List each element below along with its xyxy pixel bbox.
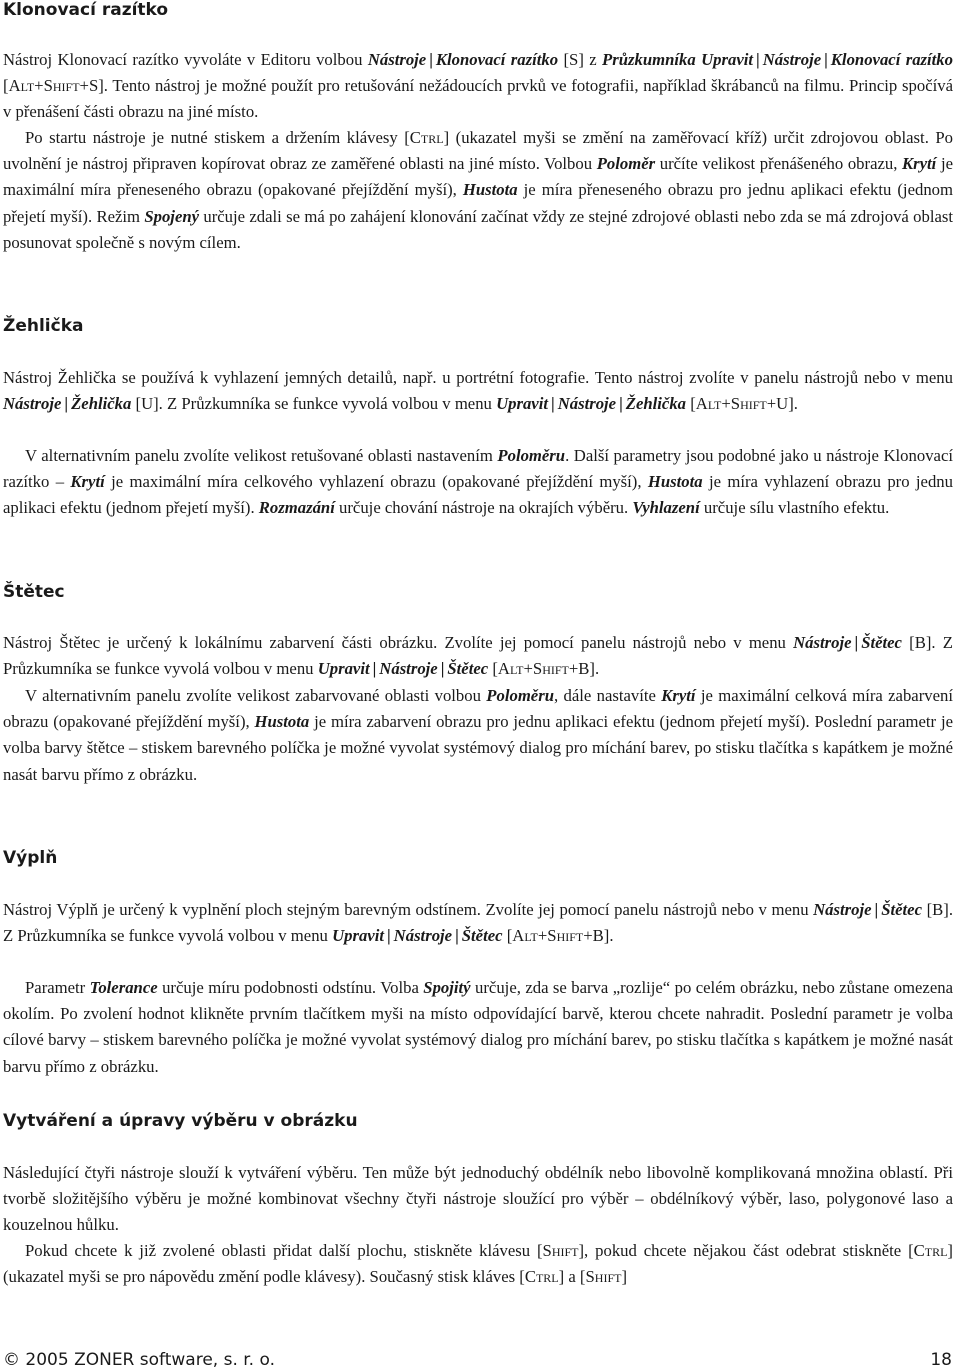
ui-term: Žehlička [71,394,132,414]
section-heading: Výplň [3,848,58,868]
keyboard-shortcut: Alt+Shift+B [512,926,604,946]
ui-term: Upravit [701,50,754,69]
paragraph: Nástroj Žehlička se používá k vyhlazení jemných detailů, např. u portrétní fotografie. Tento nástroj zvolíte v panelu nástrojů nebo v menu Nástroje | Žehlička [U]. Z Průzkumníka se funkce vyvolá volbou v menu Upravit | Nástroje | Žehlička [Alt+Shift+U]. [3,368,953,414]
paragraph: Nástroj Štětec je určený k lokálnímu zabarvení části obrázku. Zvolíte jej pomocí panelu nástrojů nebo v menu Nástroje | Štětec [B]. Z Průzkumníka se funkce vyvolá volbou v menu Upravit | Nástroje | Štětec [Alt+Shift+B]. [3,633,953,679]
ui-term: Rozmazání [258,498,335,518]
menu-separator: | [455,926,459,946]
ui-term: Poloměr [596,154,656,174]
menu-separator: | [874,900,879,919]
ui-term: Spojitý [423,978,471,997]
ui-term: Upravit [332,926,384,946]
menu-separator: | [824,50,828,69]
paragraph: Nástroj Klonovací razítko vyvoláte v Editoru volbou Nástroje | Klonovací razítko [S] z Průzkumníka Upravit | Nástroje | Klonovací razítko [Alt+Shift+S]. Tento nástroj je možné použít pro retušování nežádoucích prvků ve fotografii, například škrábanců na filmu. Princip spočívá v přenášení části obrazu na jiné místo. [3,50,953,122]
paragraph: Následující čtyři nástroje slouží k vytváření výběru. Ten může být jednoduchý obdélník nebo libovolně komplikovaná množina oblastí. Při tvorbě složitějšího výběru je možné kombinovat všechny čtyři nástroje sloužící pro výběr – obdélníkový výběr, laso, polygonové laso a kouzelnou hůlku. [3,1163,953,1235]
paragraph: V alternativním panelu zvolíte velikost zabarvované oblasti volbou Poloměru, dále nastavíte Krytí je maximální celková míra zabarvení obrazu (opakované přejíždění myší), Hustota je míra zabarvení obrazu pro jednu aplikaci efektu (jednom přejetí myší). Poslední parametr je volba barvy štětce – stiskem barevného políčka je možné vyvolat systémový dialog pro míchání barev, po stisku tlačítka s kapátkem je možné nasát barvu přímo z obrázku. [3,686,953,784]
keyboard-shortcut: Alt+Shift+B [497,659,590,679]
ui-term: Nástroje [557,394,617,414]
keyboard-shortcut: Ctrl [913,1241,948,1260]
ui-term: Nástroje [3,394,62,414]
menu-separator: | [64,394,69,414]
ui-term: Krytí [70,472,105,492]
paragraph: Po startu nástroje je nutné stiskem a držením klávesy [Ctrl] (ukazatel myši se změní na zaměřovací kříž) určit zdrojovou oblast. Po uvolnění je nástroj připraven kopírovat obraz ze zaměřené oblasti na jiné místo. Volbou Poloměr určíte velikost přenášeného obrazu, Krytí je maximální míra přeneseného obrazu (opakované přejíždění myší), Hustota je míra přeneseného obrazu pro jednu aplikaci efektu (jednom přejetí myší). Režim Spojený určuje zdali se má po zahájení klonování začínat vždy ze stejné zdrojové oblasti nebo zda se má zdrojová oblast posunovat společně s novým cílem. [3,128,953,252]
ui-term: Štětec [881,900,922,919]
ui-term: Nástroje [379,659,438,679]
ui-term: Klonovací razítko [435,50,559,69]
ui-term: Upravit [496,394,548,414]
ui-term: Nástroje [367,50,427,69]
ui-term: Žehlička [625,394,687,414]
paragraph: Parametr Tolerance určuje míru podobnosti odstínu. Volba Spojitý určuje, zda se barva „rozlije“ po celém obrázku, nebo zůstane omezena okolím. Po zvolení hodnot klikněte prvním tlačítkem myši na místo odpovídající barvě, kterou chcete nahradit. Poslední parametr je volba cílové barvy – stiskem barevného políčka je možné vyvolat systémový dialog pro míchání barev, po stisku tlačítka s kapátkem je možné nasát barvu přímo z obrázku. [3,978,953,1076]
menu-separator: | [372,659,377,679]
ui-term: Nástroje [793,633,852,652]
keyboard-shortcut: Ctrl [524,1267,559,1287]
menu-separator: | [429,50,433,69]
menu-separator: | [551,394,555,414]
ui-term: Štětec [461,926,503,946]
ui-term: Upravit [317,659,370,679]
section-heading: Žehlička [3,316,84,336]
section-heading: Štětec [3,582,65,602]
ui-term: Klonovací razítko [830,50,953,69]
ui-term: Nástroje [393,926,453,946]
paragraph: Pokud chcete k již zvolené oblasti přidat další plochu, stiskněte klávesu [Shift], pokud chcete nějakou část odebrat stiskněte [Ctrl] (ukazatel myši se pro nápovědu změní podle klávesy). Současný stisk kláves [Ctrl] a [Shift] [3,1241,953,1287]
ui-term: Poloměru [486,686,554,705]
copyright-text: © 2005 ZONER software, s. r. o. [3,1350,275,1370]
menu-separator: | [854,633,859,652]
ui-term: Krytí [661,686,696,705]
ui-term: Tolerance [89,978,158,997]
ui-term: Štětec [447,659,489,679]
keyboard-shortcut: Shift [585,1267,622,1287]
section-heading: Klonovací razítko [3,0,169,20]
keyboard-shortcut: Alt+Shift+U [695,394,789,414]
ui-term: Nástroje [813,900,872,919]
ui-term: Krytí [902,154,937,174]
ui-term: Poloměru [497,446,566,465]
keyboard-shortcut: Ctrl [409,128,444,147]
menu-separator: | [440,659,445,679]
keyboard-shortcut: Shift [542,1241,579,1260]
ui-term: Vyhlazení [632,498,700,518]
ui-term: Nástroje [762,50,822,69]
ui-term: Spojený [144,206,200,226]
keyboard-shortcut: Alt+Shift+S [8,76,99,96]
menu-separator: | [756,50,760,69]
paragraph: Nástroj Výplň je určený k vyplnění ploch stejným barevným odstínem. Zvolíte jej pomocí panelu nástrojů nebo v menu Nástroje | Štětec [B]. Z Průzkumníka se funkce vyvolá volbou v menu Upravit | Nástroje | Štětec [Alt+Shift+B]. [3,900,953,946]
section-heading: Vytváření a úpravy výběru v obrázku [3,1111,358,1131]
page-footer [3,1350,952,1370]
paragraph: V alternativním panelu zvolíte velikost retušované oblasti nastavením Poloměru. Další parametry jsou podobné jako u nástroje Klonovací razítko – Krytí je maximální míra celkového vyhlazení obrazu (opakované přejíždění myší), Hustota je míra vyhlazení obrazu pro jednu aplikaci efektu (jednom přejetí myší). Rozmazání určuje chování nástroje na okrajích výběru. Vyhlazení určuje sílu vlastního efektu. [3,446,953,518]
ui-term: Průzkumníka [602,50,696,69]
menu-separator: | [619,394,623,414]
menu-separator: | [386,926,391,946]
ui-term: Hustota [254,712,310,732]
ui-term: Štětec [861,633,902,652]
page-number: 18 [930,1350,952,1370]
ui-term: Hustota [647,472,703,492]
ui-term: Hustota [462,180,518,200]
